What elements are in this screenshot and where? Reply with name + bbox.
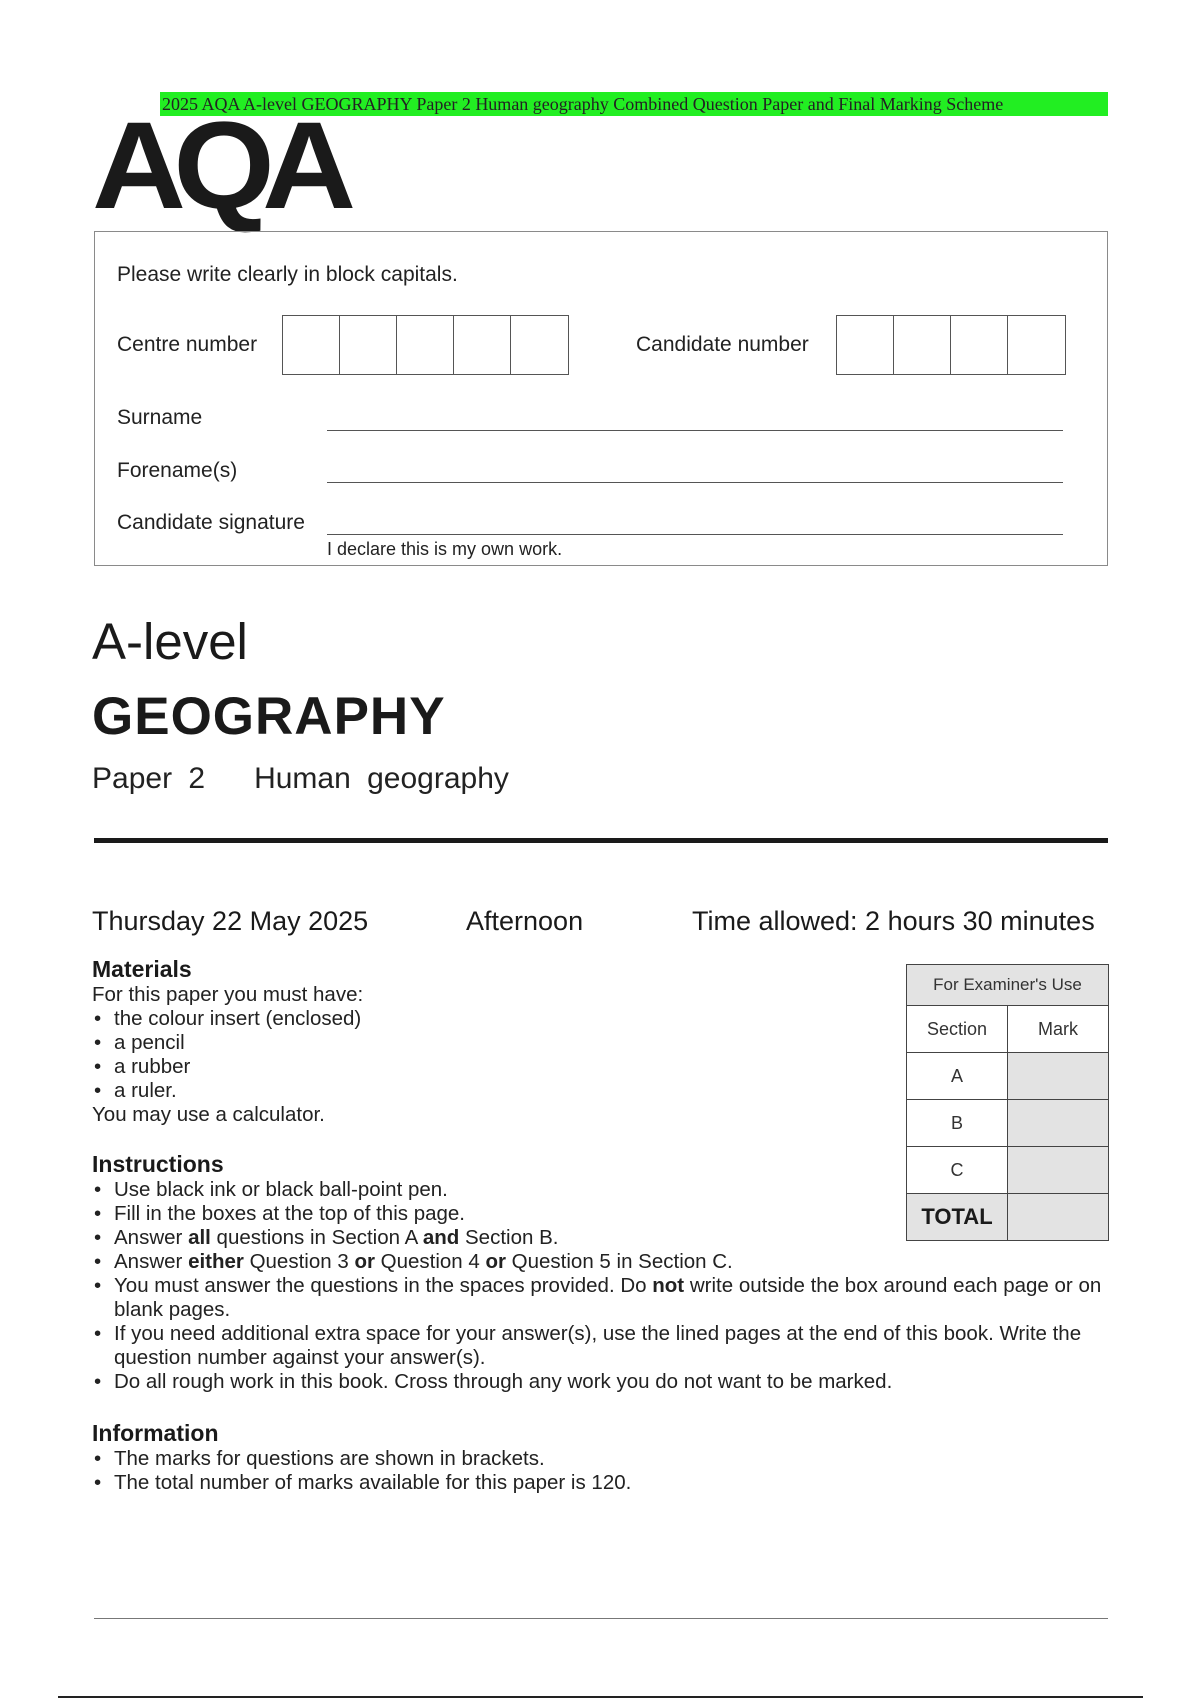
list-item: • If you need additional extra space for your answer(s), use the lined pages at the end of this book. Write the question number against your answer(s). [92,1322,1102,1370]
total-mark [1008,1194,1109,1241]
candidate-digit-box[interactable] [837,316,894,374]
subject-title: GEOGRAPHY [92,687,446,746]
list-item: • Fill in the boxes at the top of this page. [92,1202,1102,1226]
list-item: • The total number of marks available for this paper is 120. [92,1471,1102,1495]
time-allowed: Time allowed: 2 hours 30 minutes [692,906,1095,936]
bottom-divider [94,1618,1108,1619]
instructions-heading: Instructions [92,1151,224,1177]
surname-line[interactable] [327,430,1063,431]
exam-date: Thursday 22 May 2025 [92,906,369,936]
block-capitals-instruction: Please write clearly in block capitals. [117,263,458,286]
surname-label: Surname [117,406,203,429]
centre-number-label: Centre number [117,333,258,356]
title-divider [94,838,1108,843]
materials-list [92,1007,872,1103]
signature-label: Candidate signature [117,511,305,534]
total-label: TOTAL [907,1194,1008,1241]
materials-calculator-note: You may use a calculator. [92,1103,325,1126]
document-title-banner: 2025 AQA A-level GEOGRAPHY Paper 2 Human geography Combined Question Paper and Final Marking Scheme [160,92,1108,116]
footer-rule [58,1696,1143,1698]
mark-column-header: Mark [1008,1006,1109,1053]
materials-section [92,956,872,1127]
forename-label: Forename(s) [117,459,238,482]
section-a-mark [1008,1053,1109,1100]
candidate-details-box [94,231,1108,566]
list-item: • Do all rough work in this book. Cross through any work you do not want to be marked. [92,1370,1102,1394]
section-b-cell: B [907,1100,1008,1147]
list-item: • You must answer the questions in the spaces provided. Do not write outside the box around each page or on blank pages. [92,1274,1102,1322]
centre-number-field[interactable] [282,315,569,375]
candidate-digit-box[interactable] [951,316,1008,374]
information-section [92,1420,1102,1495]
information-heading: Information [92,1420,219,1446]
examiners-use-title: For Examiner's Use [907,965,1109,1006]
materials-heading: Materials [92,956,192,982]
centre-digit-box[interactable] [511,316,568,374]
list-item: • a pencil [92,1031,872,1055]
candidate-digit-box[interactable] [1008,316,1065,374]
examiners-use-table [906,964,1109,1241]
declaration-text: I declare this is my own work. [327,539,563,559]
paper-title: Paper 2 Human geography [92,762,509,795]
centre-digit-box[interactable] [454,316,511,374]
section-column-header: Section [907,1006,1008,1053]
list-item: • Use black ink or black ball-point pen. [92,1178,1102,1202]
section-a-cell: A [907,1053,1008,1100]
section-b-mark [1008,1100,1109,1147]
information-list [92,1447,1102,1495]
centre-digit-box[interactable] [340,316,397,374]
qualification-level: A-level [92,613,248,670]
signature-line[interactable] [327,534,1063,535]
candidate-number-field[interactable] [836,315,1066,375]
centre-digit-box[interactable] [397,316,454,374]
list-item: • a ruler. [92,1079,872,1103]
section-c-cell: C [907,1147,1008,1194]
aqa-logo: AQA [92,97,344,235]
forename-line[interactable] [327,482,1063,483]
exam-session: Afternoon [466,906,584,936]
section-c-mark [1008,1147,1109,1194]
list-item: • the colour insert (enclosed) [92,1007,872,1031]
materials-intro: For this paper you must have: [92,983,364,1006]
list-item: • a rubber [92,1055,872,1079]
candidate-digit-box[interactable] [894,316,951,374]
list-item: • Answer either Question 3 or Question 4 or Question 5 in Section C. [92,1250,1102,1274]
candidate-number-label: Candidate number [636,333,809,356]
list-item: • Answer all questions in Section A and Section B. [92,1226,1102,1250]
centre-digit-box[interactable] [283,316,340,374]
list-item: • The marks for questions are shown in brackets. [92,1447,1102,1471]
